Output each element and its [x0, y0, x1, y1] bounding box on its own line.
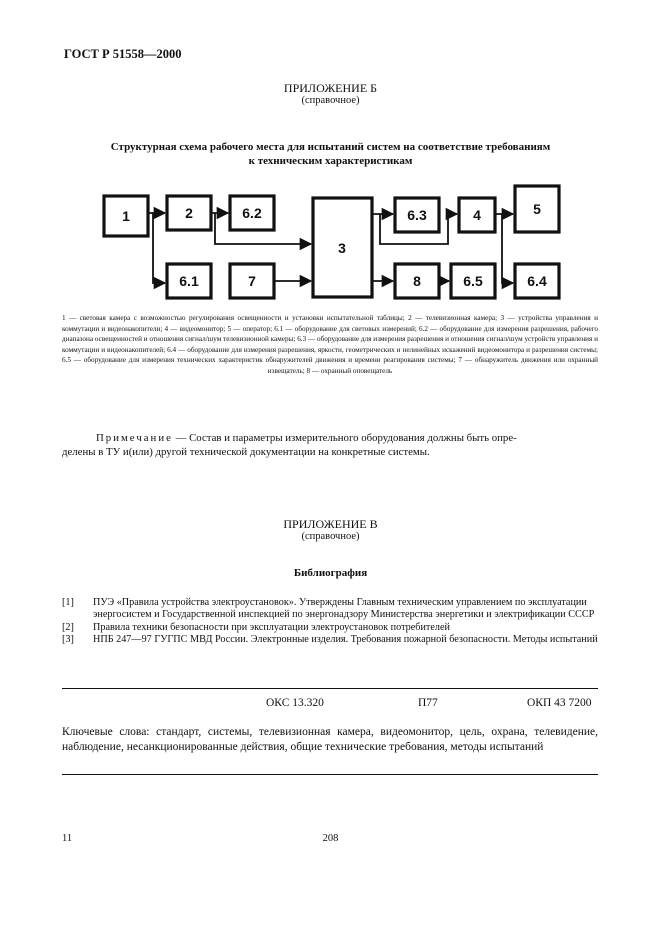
- diagram-caption: 1 — световая камера с возможностью регулирования освещенности и установки испытательной таблицы; 2 — телевизионная камера; 3 — устройства управления и коммутации и видеонакопители; 4 — видеомонитор; 5 — оператор; 6.1 — оборудование для световых измерений; 6.2 — оборудование для измерения разрешения, рабочего диапазона освещенностей и отношения сигнал/шум телевизионной камеры; 6.3 — оборудование для измерения разрешения и отношения сигнал/шум устройств управления и коммутации и видеонакопителей; 6.4 — оборудование для измерения разрешения, яркости, геометрических и нелинейных искажений видеомонитора и разрешения системы; 6.5 — оборудование для измерения технических характеристик обнаружителей движения и времени реагирования системы; 7 — обнаружитель движения или охранный извещатель; 8 — охранный оповещатель: [62, 314, 598, 375]
- arrow-1-61: [153, 213, 165, 283]
- divider-top: [62, 688, 598, 689]
- bib-text: ПУЭ «Правила устройства электроустановок». Утверждены Главным техническим управлением по эксплуатации энергосистем и Государственной инспекцией по энергонадзору Министерства энергетики и электрификации СССР: [93, 597, 595, 621]
- diagram-title-line2: к техническим характеристикам: [248, 155, 413, 167]
- block-6-3-label: 6.3: [407, 207, 427, 223]
- bib-entry: [62, 597, 598, 622]
- block-3-label: 3: [338, 240, 346, 256]
- block-1-label: 1: [122, 208, 130, 224]
- note-text-line1: — Состав и параметры измерительного оборудования должны быть опре-: [172, 432, 517, 444]
- appendix-b-title: ПРИЛОЖЕНИЕ Б: [283, 81, 378, 95]
- diagram-title-line1: Структурная схема рабочего места для испытаний систем на соответствие требованиям: [110, 141, 551, 153]
- bib-entry: [62, 622, 598, 634]
- appendix-v-title: ПРИЛОЖЕНИЕ В: [283, 517, 378, 531]
- block-7-label: 7: [248, 273, 256, 289]
- note-text-line2: делены в ТУ и(или) другой технической документации на конкретные системы.: [62, 446, 430, 458]
- bib-num: [1]: [62, 597, 74, 608]
- block-6-4-label: 6.4: [527, 273, 547, 289]
- block-5-label: 5: [533, 201, 541, 217]
- arrow-4-64: [502, 214, 513, 283]
- page-number: 208: [322, 833, 339, 844]
- appendix-b-subtitle: (справочное): [301, 95, 360, 106]
- bibliography-title: Библиография: [293, 567, 368, 579]
- block-6-5-label: 6.5: [463, 273, 483, 289]
- block-6-1-label: 6.1: [179, 273, 199, 289]
- block-6-2-label: 6.2: [242, 205, 262, 221]
- block-8-label: 8: [413, 273, 421, 289]
- bib-num: [3]: [62, 633, 74, 645]
- bib-num: [2]: [62, 621, 74, 633]
- note-label: Примечание: [96, 432, 173, 444]
- divider-bottom: [62, 774, 598, 775]
- standard-header: ГОСТ Р 51558—2000: [64, 47, 182, 61]
- bib-entry: [62, 634, 598, 646]
- p-code: П77: [418, 697, 438, 709]
- keywords: Ключевые слова: стандарт, системы, телевизионная камера, видеомонитор, цель, охрана, телевидение, наблюдение, несанкционированные действия, общие технические требования, методы испытаний: [62, 726, 598, 753]
- structure-diagram: [0, 0, 661, 320]
- bib-text: Правила техники безопасности при эксплуатации электроустановок потребителей: [93, 621, 450, 633]
- appendix-v-subtitle: (справочное): [301, 531, 360, 542]
- footer-left-number: 11: [62, 833, 73, 844]
- bibliography-list: [62, 597, 598, 646]
- bib-text: НПБ 247—97 ГУГПС МВД России. Электронные изделия. Требования пожарной безопасности. Методы испытаний: [93, 633, 598, 645]
- okc-code: ОКС 13.320: [266, 697, 324, 709]
- note: [62, 431, 598, 459]
- block-2-label: 2: [185, 205, 193, 221]
- okp-code: ОКП 43 7200: [527, 697, 592, 709]
- block-4-label: 4: [473, 207, 481, 223]
